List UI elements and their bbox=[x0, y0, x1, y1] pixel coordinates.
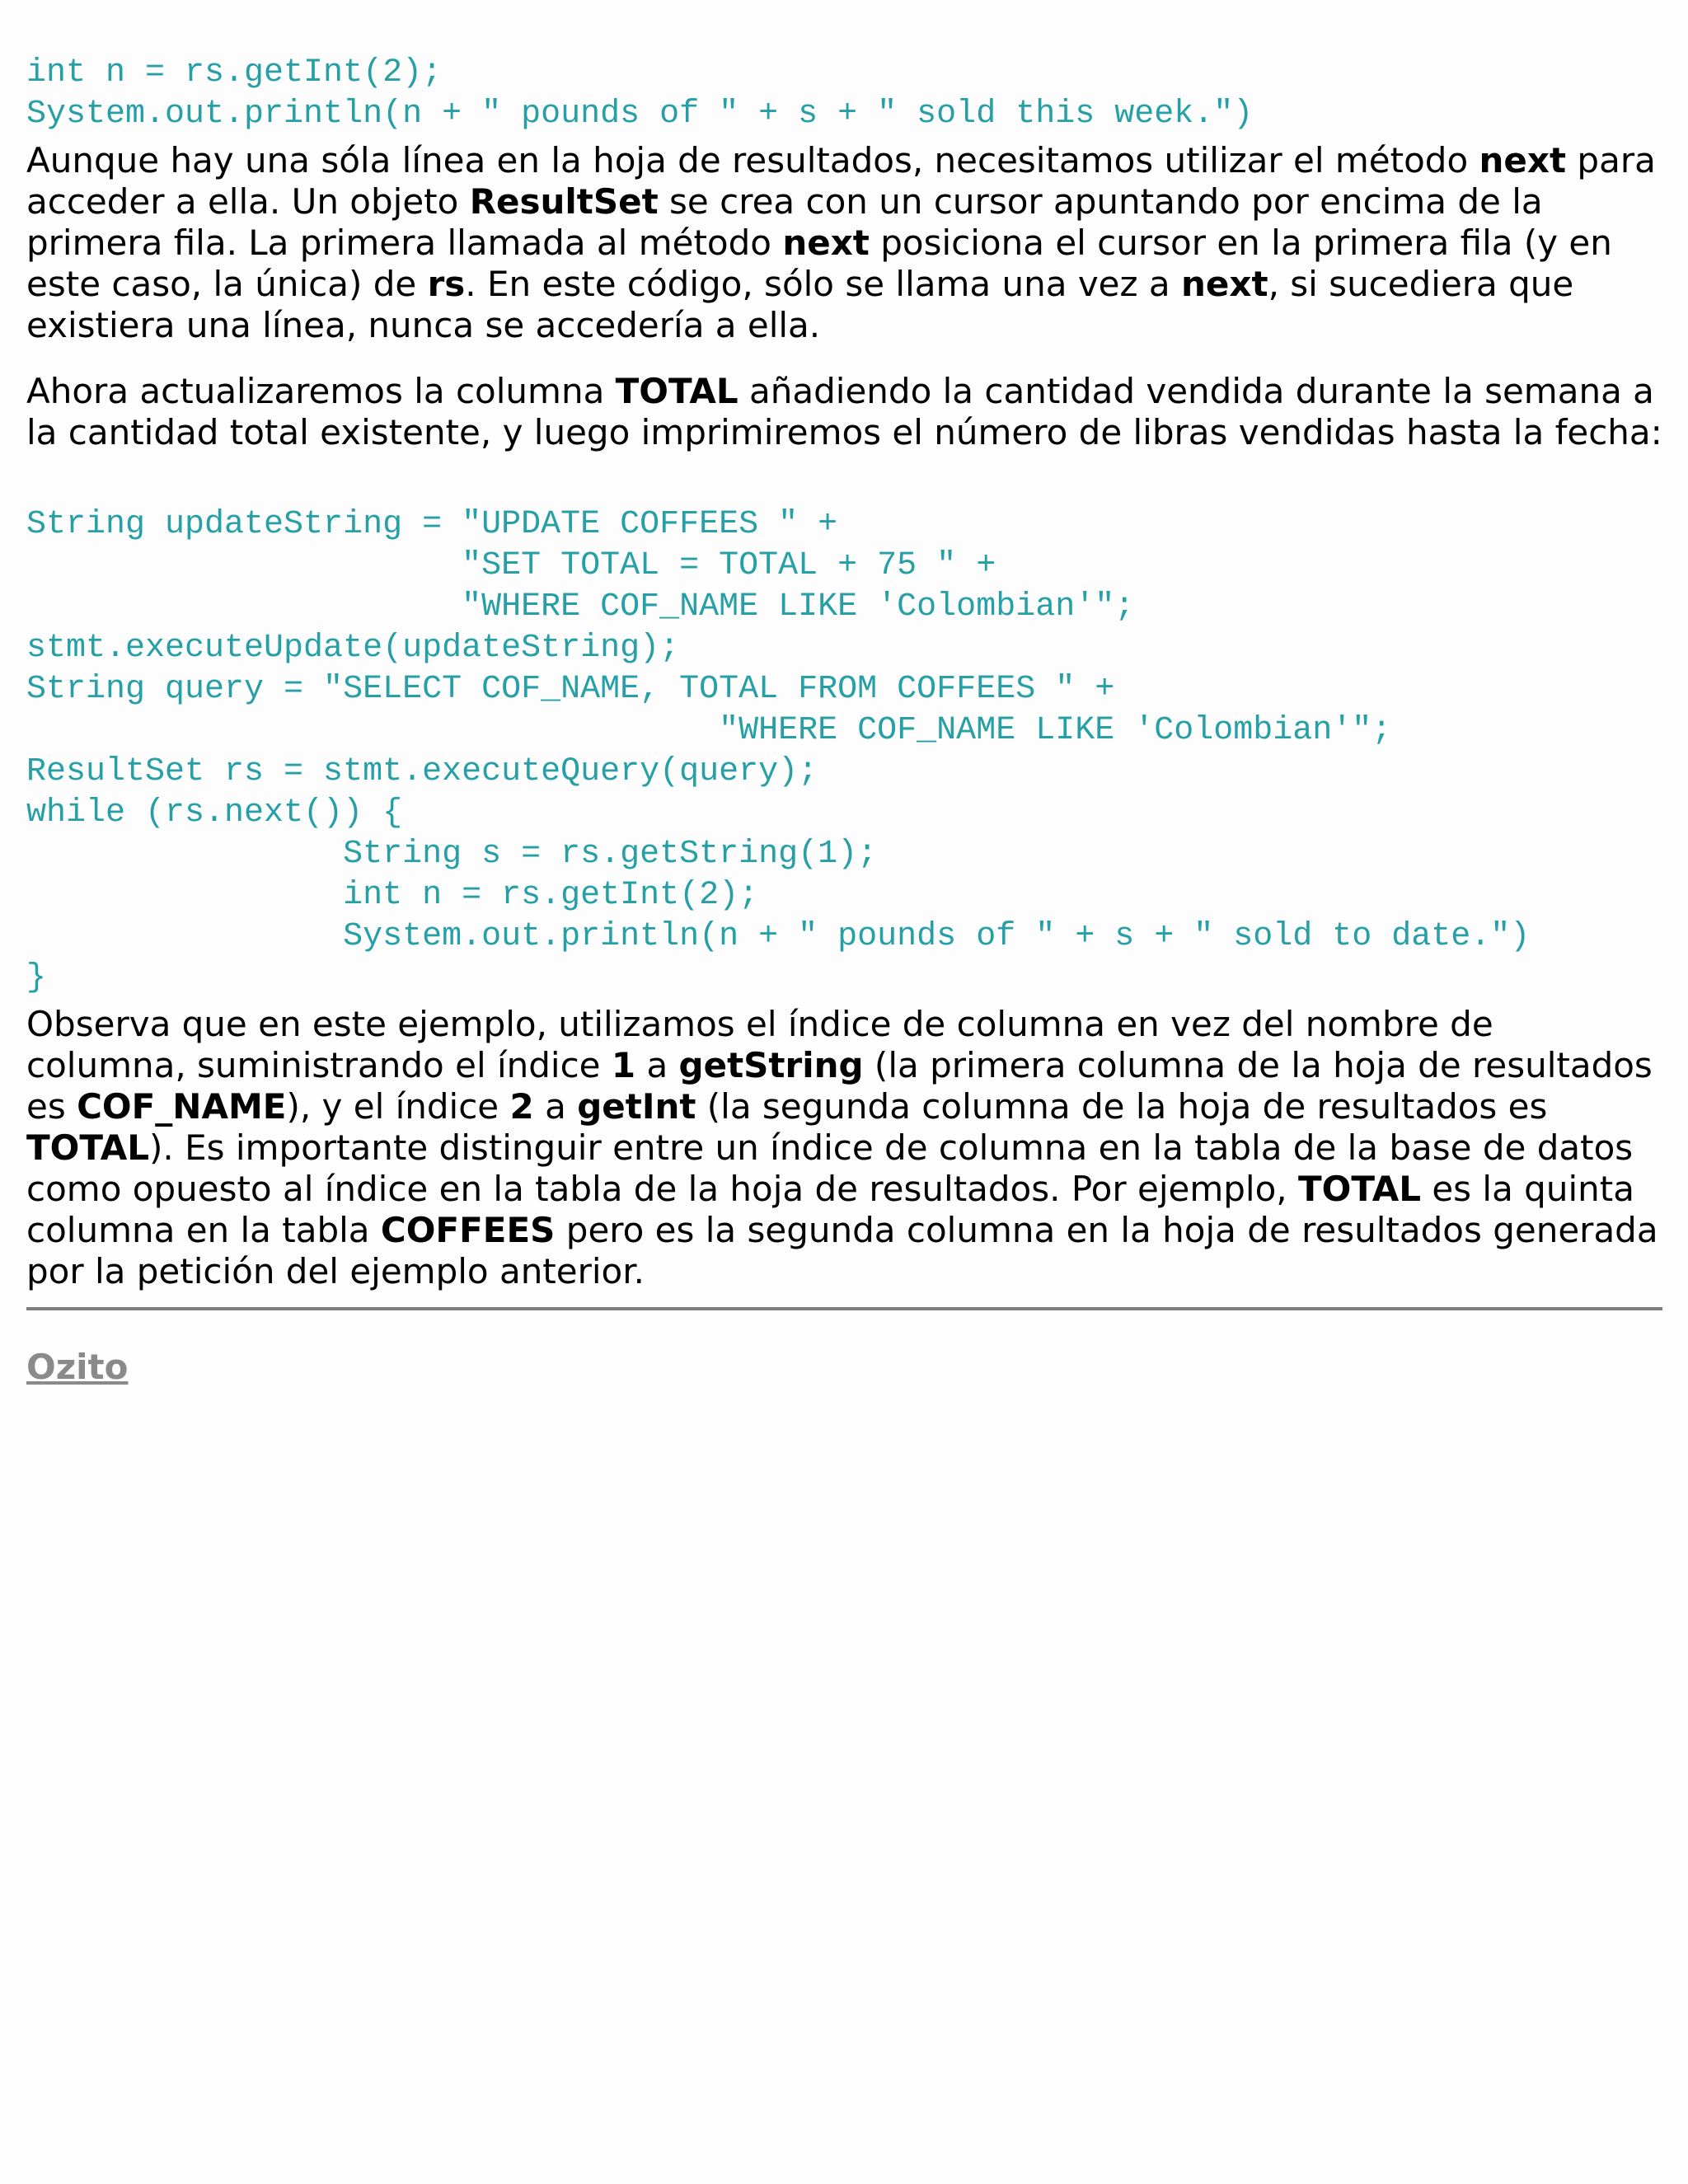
bold-term: TOTAL bbox=[615, 371, 738, 411]
bold-term: ResultSet bbox=[469, 181, 659, 222]
bold-term: getInt bbox=[577, 1086, 696, 1127]
code-line: while (rs.next()) { bbox=[26, 794, 403, 832]
code-line: "WHERE COF_NAME LIKE 'Colombian'"; bbox=[26, 588, 1135, 626]
code-line: String query = "SELECT COF_NAME, TOTAL FROM COFFEES " + bbox=[26, 671, 1115, 708]
text-run: a bbox=[635, 1045, 679, 1085]
text-run: ), y el índice bbox=[286, 1086, 510, 1127]
text-run: es la quinta columna en la tabla bbox=[26, 1169, 1634, 1250]
text-run: . En este código, sólo se llama una vez a bbox=[465, 264, 1182, 304]
code-line: String s = rs.getString(1); bbox=[26, 836, 878, 873]
text-run: (la primera columna de la hoja de resultados es bbox=[26, 1045, 1653, 1127]
text-run: pero es la segunda columna en la hoja de resultados generada por la petición del ejemplo anterior. bbox=[26, 1210, 1658, 1291]
code-line: "WHERE COF_NAME LIKE 'Colombian'"; bbox=[26, 712, 1392, 749]
text-run: ). Es importante distinguir entre un índice de columna en la tabla de la base de datos como opuesto al índice en la tabla de la hoja de resultados. Por ejemplo, bbox=[26, 1127, 1634, 1209]
text-run: , si sucediera que existiera una línea, nunca se accedería a ella. bbox=[26, 264, 1574, 345]
bold-term: COFFEES bbox=[380, 1210, 556, 1250]
ozito-link[interactable]: Ozito bbox=[26, 1347, 129, 1387]
code-block-top bbox=[26, 53, 1662, 135]
code-line: String updateString = "UPDATE COFFEES " + bbox=[26, 506, 838, 543]
bold-term: TOTAL bbox=[26, 1127, 150, 1168]
paragraph-column-index bbox=[26, 1004, 1662, 1292]
text-run: añadiendo la cantidad vendida durante la semana a la cantidad total existente, y luego imprimiremos el número de libras vendidas hasta la fecha: bbox=[26, 371, 1662, 452]
paragraph-next-explanation bbox=[26, 140, 1662, 346]
code-line: int n = rs.getInt(2); bbox=[26, 877, 759, 914]
code-line: ResultSet rs = stmt.executeQuery(query); bbox=[26, 753, 818, 790]
text-run: se crea con un cursor apuntando por encima de la primera fila. La primera llamada al método bbox=[26, 181, 1543, 263]
text-run: para acceder a ella. Un objeto bbox=[26, 140, 1656, 222]
text-run: Observa que en este ejemplo, utilizamos el índice de columna en vez del nombre de columna, suministrando el índice bbox=[26, 1004, 1493, 1085]
bold-term: 1 bbox=[611, 1045, 636, 1085]
code-line: System.out.println(n + " pounds of " + s + " sold this week.") bbox=[26, 96, 1254, 133]
bold-term: next bbox=[1479, 140, 1567, 180]
horizontal-divider bbox=[26, 1307, 1662, 1310]
bold-term: COF_NAME bbox=[77, 1086, 287, 1127]
bold-term: 2 bbox=[509, 1086, 534, 1127]
code-line: "SET TOTAL = TOTAL + 75 " + bbox=[26, 547, 996, 584]
text-run: (la segunda columna de la hoja de resultados es bbox=[696, 1086, 1548, 1127]
bold-term: next bbox=[782, 223, 870, 263]
bold-term: next bbox=[1181, 264, 1268, 304]
code-line: } bbox=[26, 959, 47, 996]
text-run: posiciona el cursor en la primera fila (y en este caso, la única) de bbox=[26, 223, 1612, 304]
code-line: System.out.println(n + " pounds of " + s + " sold to date.") bbox=[26, 918, 1531, 955]
paragraph-update-total bbox=[26, 371, 1662, 453]
code-block-update-query bbox=[26, 504, 1662, 999]
text-run: Aunque hay una sóla línea en la hoja de resultados, necesitamos utilizar el método bbox=[26, 140, 1479, 180]
bold-term: rs bbox=[427, 264, 466, 304]
code-line: int n = rs.getInt(2); bbox=[26, 54, 443, 91]
bold-term: getString bbox=[678, 1045, 864, 1085]
code-line: stmt.executeUpdate(updateString); bbox=[26, 630, 680, 667]
bold-term: TOTAL bbox=[1297, 1169, 1421, 1209]
text-run: a bbox=[533, 1086, 578, 1127]
document-content bbox=[26, 53, 1662, 1387]
text-run: Ahora actualizaremos la columna bbox=[26, 371, 616, 411]
